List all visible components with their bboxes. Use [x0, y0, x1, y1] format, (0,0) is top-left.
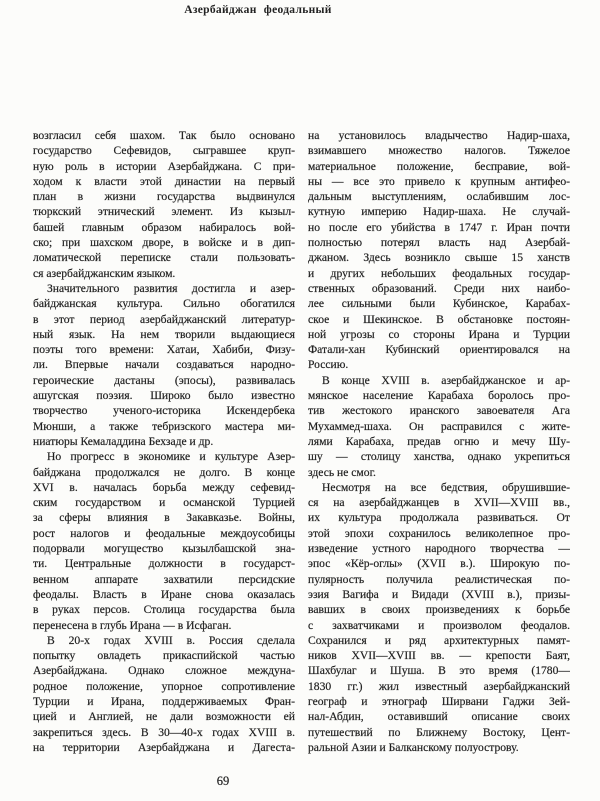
running-title: Азербайджан феодальный	[184, 4, 332, 16]
text-line: 1830 гг.) жил известный азербайджанский	[308, 679, 570, 693]
text-line: XVI в. началась борьба между сефевид-	[33, 480, 295, 494]
paragraph	[33, 281, 295, 449]
text-line: перенесена в глубь Ирана — в Исфаган.	[33, 618, 232, 632]
text-line: ти. Центральные должности в государст-	[33, 557, 295, 571]
text-line: В конце XVIII в. азербайджанское и ар-	[322, 373, 570, 387]
text-line: тюркский этнический элемент. Из кызыл-	[33, 205, 295, 219]
text-line: ся азербайджанским языком.	[33, 266, 176, 280]
text-line: кутную империю Надир-шаха. Не случай-	[308, 205, 570, 219]
text-line: венном аппарате захватили персидские	[33, 572, 295, 586]
text-line: государство Сефевидов, сыгравшее круп-	[33, 144, 295, 158]
text-line: тив жестокого иранского завоевателя Ага	[308, 404, 570, 418]
text-line: с захватчиками и произволом феодалов.	[308, 618, 570, 632]
text-line: географ и этнограф Ширвани Гаджи Зей-	[308, 694, 570, 708]
text-line: творчество ученого-историка Искендербека	[33, 404, 295, 418]
text-line: Мюнши, а также тебризского мастера ми-	[33, 419, 295, 433]
paragraph	[308, 480, 570, 755]
text-line: ральной Азии и Балканскому полуострову.	[308, 740, 519, 754]
text-line: но после его убийства в 1747 г. Иран почти	[308, 220, 570, 234]
text-line: мянское население Карабаха боролось про-	[308, 389, 570, 403]
text-line: в этот период азербайджанский литератур-	[33, 312, 295, 326]
text-line: Азербайджана. Однако сложное междуна-	[33, 664, 295, 678]
text-line: изведение устного народного творчества —	[308, 542, 570, 556]
text-line: ско; при шахском дворе, в войске и в дип-	[33, 236, 295, 250]
text-line: рост налогов и феодальные междоусобицы	[33, 526, 295, 540]
text-line: шу — столицу ханства, однако укрепиться	[308, 450, 570, 464]
text-line: взимавшего множество налогов. Тяжелое	[308, 144, 570, 158]
text-line: ную роль в истории Азербайджана. С при-	[33, 159, 295, 173]
paragraph	[308, 373, 570, 480]
text-line: ниатюры Кемаладдина Бехзаде и др.	[33, 434, 214, 448]
text-line: лее сильными были Кубинское, Карабах-	[308, 297, 570, 311]
text-line: Фатали-хан Кубинский ориентировался на	[308, 343, 570, 357]
paragraph	[33, 128, 295, 281]
text-line: ны — все это привело к крупным антифео-	[308, 174, 570, 188]
text-line: попытку овладеть прикаспийской частью	[33, 649, 295, 663]
text-line: ственных образований. Среди них наибо-	[308, 281, 570, 295]
text-line: ли. Впервые начали создаваться народно-	[33, 358, 295, 372]
text-line: поэты того времени: Хатаи, Хабиби, Физу-	[33, 343, 295, 357]
text-line: ское и Шекинское. В обстановке постоян-	[308, 312, 570, 326]
text-line: материальное положение, бесправие, вой-	[308, 159, 570, 173]
text-line: ный язык. На нем творили выдающиеся	[33, 327, 295, 341]
text-line: подорвали могущество кызылбашской зна-	[33, 542, 295, 556]
text-line: ским государством и османской Турцией	[33, 496, 295, 510]
text-line: пулярность получила реалистическая по-	[308, 572, 570, 586]
page-number: 69	[216, 774, 230, 788]
text-line: ломатической переписке стали пользовать-	[33, 251, 295, 265]
paragraph	[308, 128, 570, 373]
text-line: Сохранился и ряд архитектурных памят-	[308, 633, 570, 647]
text-line: Значительного развития достигла и азер-	[47, 281, 295, 295]
text-line: ной угрозы со стороны Ирана и Турции	[308, 327, 570, 341]
text-line: Несмотря на все бедствия, обрушившие-	[322, 480, 570, 494]
text-line: Но прогресс в экономике и культуре Азер-	[47, 450, 295, 464]
text-line: героические дастаны (эпосы), развивалась	[33, 373, 295, 387]
text-line: ашугская поэзия. Широко было известно	[33, 389, 295, 403]
text-line: феодалы. Власть в Иране снова оказалась	[33, 587, 295, 601]
text-line: и других небольших феодальных государ-	[308, 266, 570, 280]
text-line: Россию.	[308, 358, 349, 372]
right-column	[308, 128, 570, 755]
paragraph	[33, 449, 295, 633]
text-line: ников XVII—XVIII вв. — крепости Баят,	[308, 649, 570, 663]
text-line: дальным выступлениям, ослабившим лос-	[308, 190, 570, 204]
text-line: на установилось владычество Надир-шаха,	[308, 129, 570, 142]
text-line: байджана продолжался не долго. В конце	[33, 465, 295, 479]
text-line: на территории Азербайджана и Дагеста-	[33, 740, 295, 754]
text-line: закрепиться здесь. В 30—40-х годах XVIII в.	[33, 725, 295, 739]
text-line: здесь не смог.	[308, 465, 376, 479]
paragraph	[33, 633, 295, 755]
text-line: байджанская культура. Сильно обогатился	[33, 297, 295, 311]
text-line: план в жизни государства выдвинулся	[33, 190, 295, 204]
text-line: путешествий по Ближнему Востоку, Цент-	[308, 725, 570, 739]
text-line: этой эпохи сохранилось великолепное про-	[308, 526, 570, 540]
text-line: Турции и Ирана, поддерживаемых Фран-	[33, 694, 295, 708]
text-line: ходом к власти этой династии на первый	[33, 174, 295, 188]
text-line: родное положение, упорное сопротивление	[33, 679, 295, 693]
left-column	[33, 128, 295, 755]
text-line: Мухаммед-шаха. Он расправился с жите-	[308, 419, 570, 433]
text-line: вавших в своих произведениях к борьбе	[308, 603, 570, 617]
text-line: ся на азербайджанцев в XVII—XVIII вв.,	[308, 496, 570, 510]
text-line: джаном. Здесь возникло свыше 15 ханств	[308, 251, 570, 265]
text-line: башей главным образом набиралось вой-	[33, 220, 295, 234]
text-line: полностью потерял власть над Азербай-	[308, 236, 570, 250]
text-line: в руках персов. Столица государства была	[33, 603, 295, 617]
text-line: В 20-х годах XVIII в. Россия сделала	[47, 633, 295, 647]
text-line: эзия Вагифа и Видади (XVIII в.), призы-	[308, 587, 570, 601]
text-line: за сферы влияния в Закавказье. Войны,	[33, 511, 295, 525]
text-line: эпос «Кёр-оглы» (XVII в.). Широкую по-	[308, 557, 570, 571]
text-line: цией и Англией, не дали возможности ей	[33, 710, 295, 724]
text-line: их культура продолжала развиваться. От	[308, 511, 570, 525]
text-line: Шахбулаг и Шуша. В это время (1780—	[308, 664, 570, 678]
text-line: лями Карабаха, предав огню и мечу Шу-	[308, 434, 570, 448]
text-line: возгласил себя шахом. Так было основано	[33, 129, 295, 142]
text-line: нал-Абдин, оставивший описание своих	[308, 710, 570, 724]
